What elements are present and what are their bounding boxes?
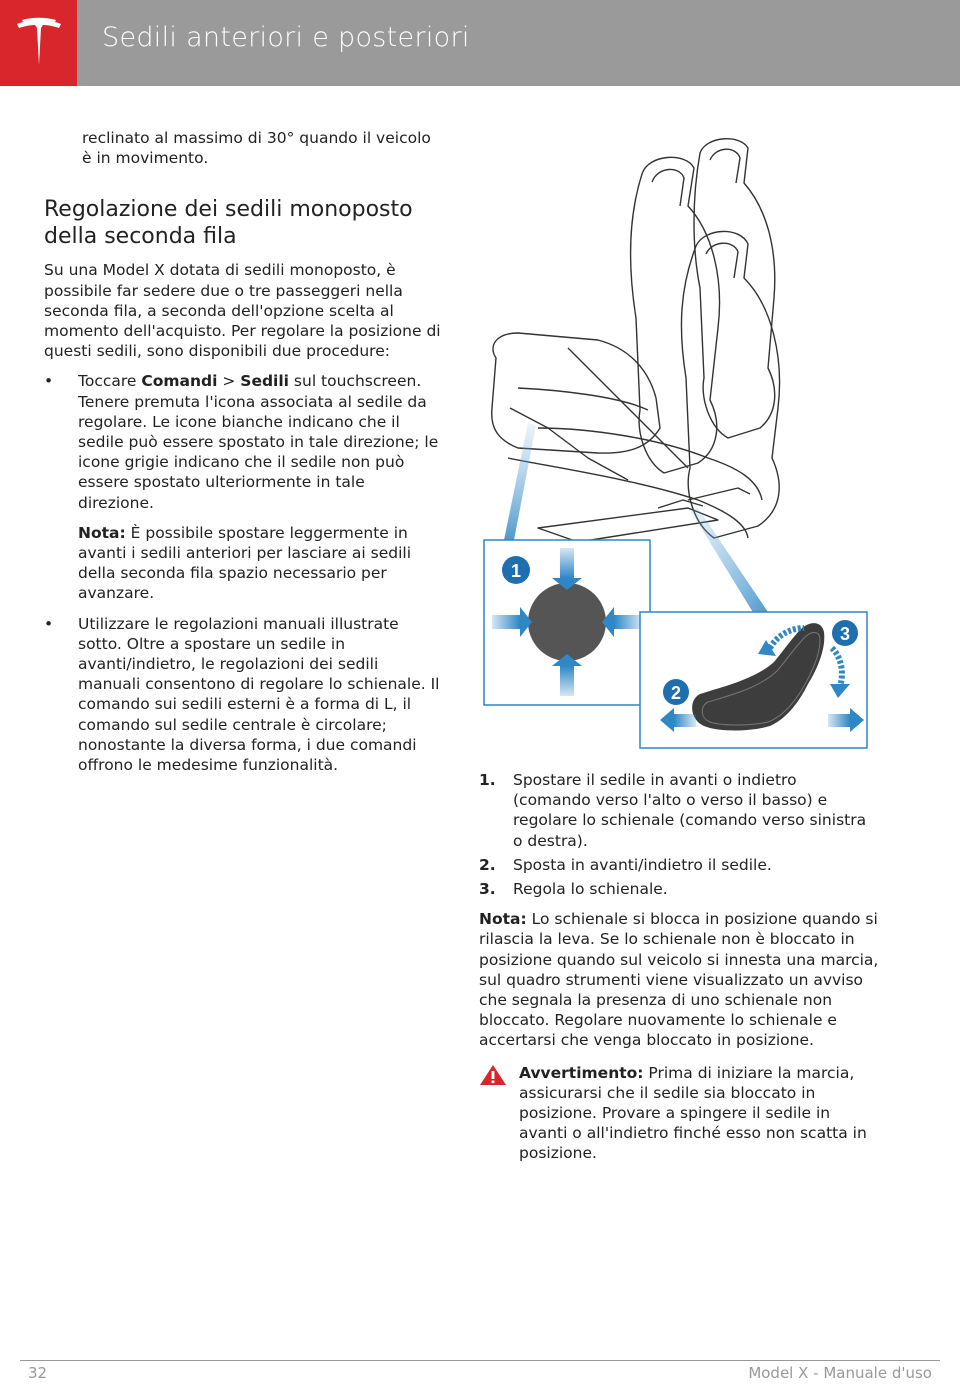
- controls-menu-ref: Comandi: [141, 372, 218, 391]
- steps-list: [479, 770, 879, 899]
- footer-title: Model X - Manuale d'uso: [748, 1364, 932, 1382]
- callout-beam-right: [690, 508, 768, 614]
- logo-box: [0, 0, 77, 86]
- page-header: [0, 0, 960, 86]
- tesla-logo-icon: [14, 17, 64, 69]
- list-item: 2. Sposta in avanti/indietro il sedile.: [479, 855, 772, 874]
- callout-1-label: 1: [510, 561, 522, 581]
- list-item: 1. Spostare il sedile in avanti o indietro (comando verso l'alto o verso il basso) e regolare lo schienale (comando verso sinistra o destra).: [479, 771, 867, 850]
- intro-paragraph: Su una Model X dotata di sedili monoposto, è possibile far sedere due o tre passeggeri nella seconda fila, a seconda dell'opzione scelta al momento dell'acquisto. Per regolare la posizione di questi sedili, sono disponibili due procedure:: [44, 261, 441, 361]
- procedure-list: [44, 371, 444, 775]
- seats-menu-ref: Sedili: [240, 372, 289, 391]
- page-number: 32: [28, 1364, 48, 1382]
- list-item: • Toccare Comandi > Sedili sul touchscreen. Tenere premuta l'icona associata al sedile da regolare. Le icone bianche indicano che il sedile può essere spostato in tale direzione; le icone grigie indicano che il sedile non può essere spostato ulteriormente in tale direzione. Nota: È possibile spostare leggermente in avanti i sedili anteriori per lasciare ai sedili della seconda fila spazio necessario per avanzare.: [44, 371, 444, 603]
- callout-beam-left: [504, 423, 536, 540]
- callout-3-label: 3: [839, 624, 851, 644]
- footer-divider: [20, 1360, 940, 1361]
- page-title: Sedili anteriori e posteriori: [102, 22, 470, 53]
- warning-block: Avvertimento: Prima di iniziare la marcia, assicurarsi che il sedile sia bloccato in posizione. Provare a spingere il sedile in avanti o all'indietro finché esso non scatta in posizione.: [479, 1063, 879, 1164]
- seat-adjustment-illustration: [478, 128, 870, 753]
- section-heading: Regolazione dei sedili monoposto della seconda fila: [44, 197, 413, 250]
- left-column: [44, 128, 444, 785]
- list-item: • Utilizzare le regolazioni manuali illustrate sotto. Oltre a spostare un sedile in avanti/indietro, le regolazioni dei sedili manuali consentono di regolare lo schienale. Il comando sui sedili esterni è a forma di L, il comando sul sedile centrale è circolare; nonostante la diversa forma, i due comandi offrono le medesime funzionalità.: [44, 614, 440, 775]
- inset-circular-control: [484, 540, 650, 705]
- callout-2-label: 2: [670, 683, 682, 703]
- note-paragraph: Nota: Lo schienale si blocca in posizione quando si rilascia la leva. Se lo schienale non è bloccato in posizione quando sul veicolo si innesta una marcia, sul quadro strumenti viene visualizzato un avviso che segnala la presenza di uno schienale non bloccato. Regolare nuovamente lo schienale e accertarsi che venga bloccato in posizione.: [479, 910, 879, 1050]
- list-item: 3. Regola lo schienale.: [479, 880, 668, 899]
- inset-l-shaped-control: [640, 612, 867, 748]
- note-paragraph: Nota: È possibile spostare leggermente in avanti i sedili anteriori per lasciare ai sedili della seconda fila spazio necessario per avanzare.: [78, 523, 412, 603]
- continued-paragraph: reclinato al massimo di 30° quando il veicolo è in movimento.: [82, 129, 431, 168]
- warning-icon: [479, 1064, 507, 1086]
- right-column: [479, 770, 879, 1164]
- seats-drawing: [492, 139, 780, 542]
